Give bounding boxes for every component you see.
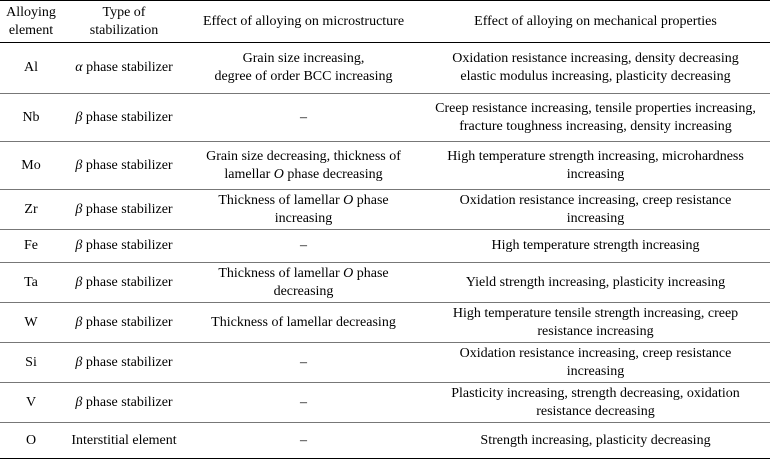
table-row [0,190,770,230]
cell-stabilization-type [62,94,186,142]
stabilization-type-text: phase stabilizer [82,394,173,410]
header-type-of-stabilization [62,1,186,43]
mechanical-line: Yield strength increasing, plasticity increasing [465,274,726,290]
greek-symbol: β [75,157,83,173]
greek-symbol: β [75,238,83,253]
microstructure-line [188,283,419,301]
cell-alloying-element: Al [0,43,62,94]
microstructure-line: – [300,238,307,253]
cell-microstructure-effect [186,263,421,303]
mechanical-line: High temperature strength increasing [491,238,700,253]
microstructure-text: Thickness of lamellar [218,192,344,208]
phase-symbol: O [343,265,354,281]
mechanical-line: resistance decreasing [536,403,655,419]
microstructure-line: – [300,109,307,125]
cell-stabilization-type [62,343,186,383]
cell-mechanical-effect [421,94,770,142]
phase-symbol: O [343,192,354,208]
microstructure-line [188,148,419,166]
table-row [0,230,770,263]
microstructure-line [188,192,419,210]
header-type-line: Type of [102,4,146,20]
cell-mechanical-effect [421,230,770,263]
cell-alloying-element: O [0,423,62,459]
cell-mechanical-effect [421,263,770,303]
mechanical-line: High temperature tensile strength increasing, creep [452,305,739,321]
cell-stabilization-type [62,190,186,230]
stabilization-type-text: phase stabilizer [82,109,173,125]
cell-microstructure-effect [186,303,421,343]
greek-symbol: β [75,314,83,330]
greek-symbol: β [75,354,83,370]
mechanical-line: elastic modulus increasing, plasticity decreasing [460,69,731,84]
microstructure-text: decreasing [273,283,334,299]
cell-microstructure-effect [186,190,421,230]
cell-mechanical-effect [421,142,770,190]
cell-stabilization-type [62,383,186,423]
stabilization-type-text: phase stabilizer [82,60,173,75]
microstructure-text: Grain size decreasing, thickness of [206,148,401,164]
microstructure-line: – [300,354,307,370]
mechanical-line: fracture toughness increasing, density increasing [459,118,732,134]
table-row [0,142,770,190]
microstructure-line [188,265,419,283]
greek-symbol: β [75,274,83,290]
mechanical-line: resistance increasing [537,323,654,339]
microstructure-line: Thickness of lamellar decreasing [211,314,396,330]
table-row [0,263,770,303]
greek-symbol: α [75,60,83,75]
microstructure-text: phase [353,265,389,281]
cell-alloying-element: Si [0,343,62,383]
mechanical-line: Creep resistance increasing, tensile properties increasing, [435,100,756,116]
stabilization-type-text: phase stabilizer [82,314,173,330]
cell-microstructure-effect [186,94,421,142]
cell-alloying-element: W [0,303,62,343]
cell-mechanical-effect [421,43,770,94]
mechanical-line: High temperature strength increasing, microhardness [447,148,744,164]
cell-stabilization-type [62,43,186,94]
cell-stabilization-type [62,230,186,263]
stabilization-type-text: phase stabilizer [82,201,173,217]
mechanical-line: increasing [566,363,625,379]
cell-stabilization-type [62,303,186,343]
greek-symbol: β [75,394,83,410]
header-type-line: stabilization [89,22,159,38]
header-row [0,1,770,43]
stabilization-type-text: phase stabilizer [82,274,173,290]
mechanical-line: increasing [566,210,625,226]
cell-microstructure-effect [186,383,421,423]
microstructure-line [188,166,419,184]
mechanical-line: Oxidation resistance increasing, density decreasing [452,51,739,66]
microstructure-line: degree of order BCC increasing [214,69,393,84]
cell-mechanical-effect [421,343,770,383]
mechanical-line: Strength increasing, plasticity decreasing [480,432,711,448]
cell-alloying-element: Fe [0,230,62,263]
microstructure-line [188,210,419,228]
cell-microstructure-effect [186,343,421,383]
cell-stabilization-type [62,142,186,190]
cell-alloying-element: Mo [0,142,62,190]
microstructure-line: Grain size increasing, [242,51,365,66]
table-row [0,43,770,94]
mechanical-line: Plasticity increasing, strength decreasing, oxidation [451,385,740,401]
table-body [0,43,770,459]
table-row [0,343,770,383]
cell-microstructure-effect [186,230,421,263]
microstructure-text: increasing [274,210,333,226]
header-element-line: element [8,22,54,38]
microstructure-text: phase [353,192,389,208]
stabilization-type-text: phase stabilizer [82,238,173,253]
microstructure-text: phase decreasing [283,166,383,182]
microstructure-line: – [300,432,307,448]
table-header [0,1,770,43]
phase-symbol: O [273,166,284,182]
cell-mechanical-effect [421,190,770,230]
cell-alloying-element: Nb [0,94,62,142]
mechanical-line: increasing [566,166,625,182]
cell-stabilization-type [62,263,186,303]
cell-alloying-element: Ta [0,263,62,303]
header-element-line: Alloying [6,4,56,20]
greek-symbol: β [75,201,83,217]
microstructure-line: – [300,394,307,410]
cell-alloying-element: V [0,383,62,423]
header-effect-on-mechanical-properties: Effect of alloying on mechanical properties [421,1,770,43]
cell-mechanical-effect [421,303,770,343]
cell-alloying-element: Zr [0,190,62,230]
stabilization-type-text: phase stabilizer [82,157,173,173]
table-row [0,94,770,142]
mechanical-line: Oxidation resistance increasing, creep resistance [459,192,732,208]
cell-stabilization-type [62,423,186,459]
cell-microstructure-effect [186,142,421,190]
table-row [0,423,770,459]
header-effect-on-microstructure: Effect of alloying on microstructure [186,1,421,43]
header-alloying-element [0,1,62,43]
cell-microstructure-effect [186,43,421,94]
table-row [0,383,770,423]
mechanical-line: Oxidation resistance increasing, creep resistance [459,345,732,361]
greek-symbol: β [75,109,83,125]
cell-microstructure-effect [186,423,421,459]
microstructure-text: lamellar [224,166,274,182]
microstructure-text: Thickness of lamellar [218,265,344,281]
stabilization-type-text: phase stabilizer [82,354,173,370]
cell-mechanical-effect [421,423,770,459]
cell-mechanical-effect [421,383,770,423]
stabilization-type-text: Interstitial element [71,432,177,448]
table-row [0,303,770,343]
